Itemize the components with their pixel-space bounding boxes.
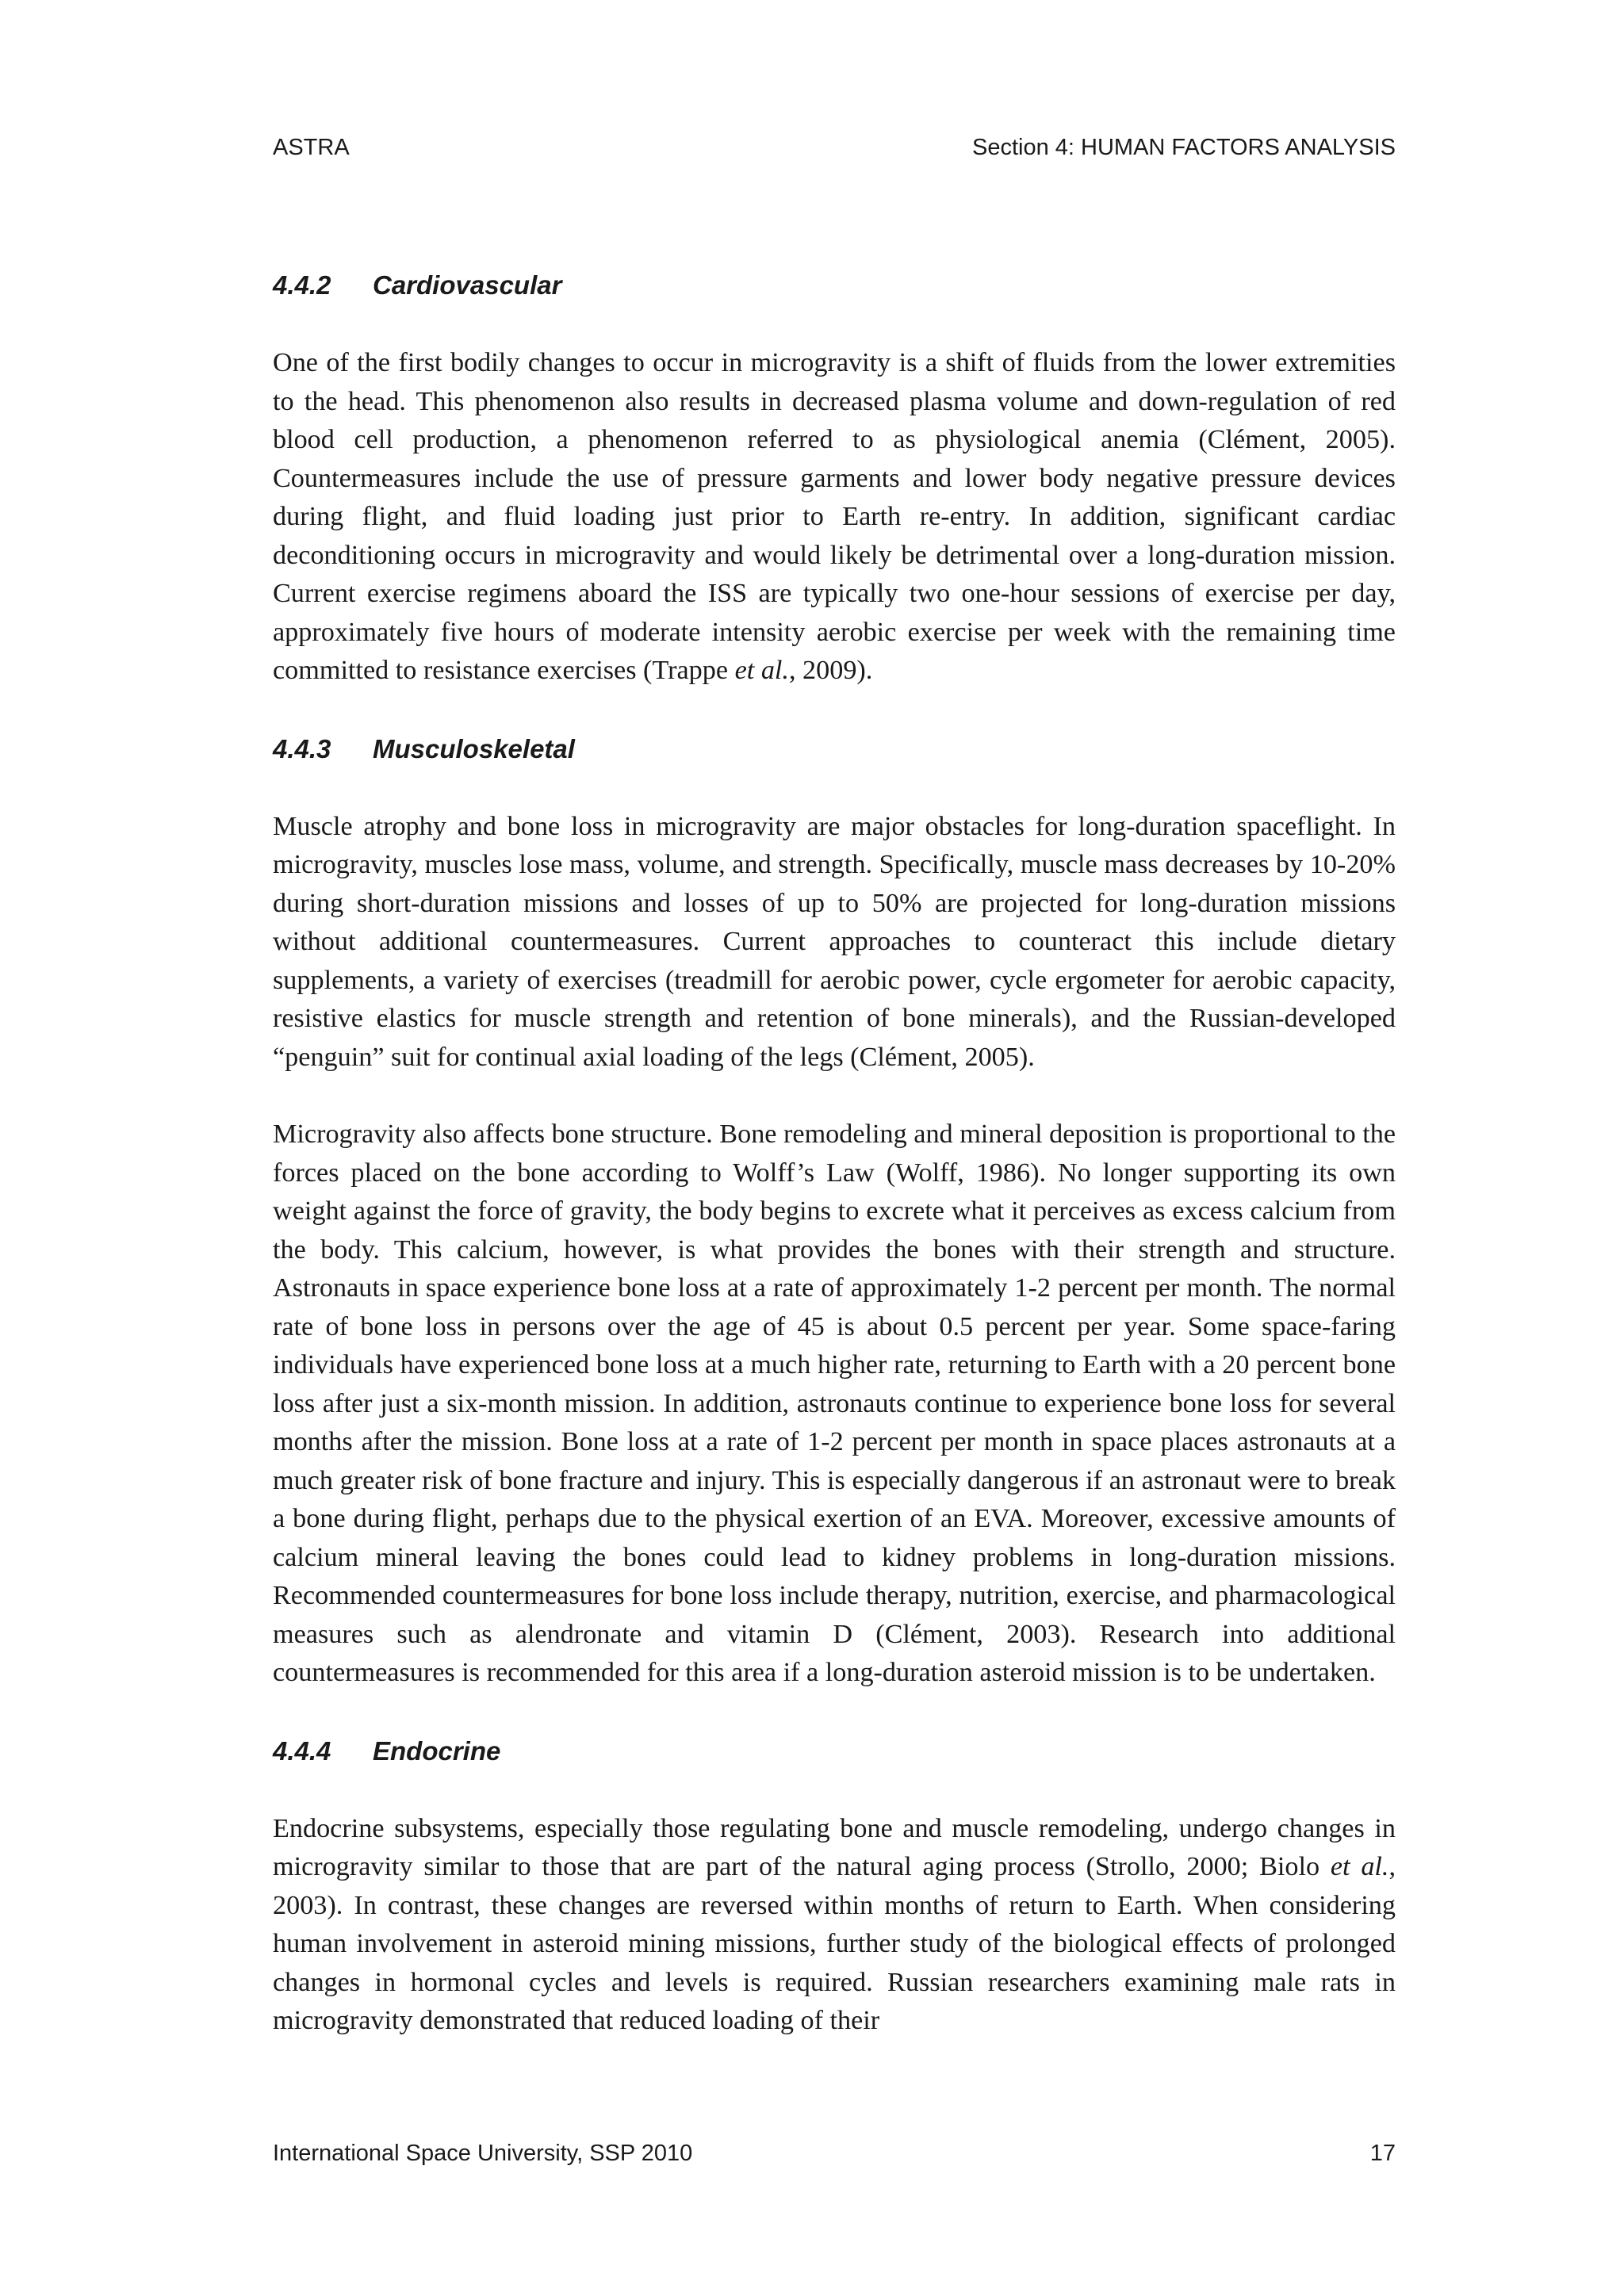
section-heading-endocrine (273, 1732, 1396, 1770)
paragraph-cardiovascular (273, 344, 1396, 691)
section-number: 4.4.4 (273, 1735, 331, 1766)
section-heading-cardiovascular (273, 266, 1396, 304)
page-content (273, 266, 1396, 2041)
paragraph-endocrine (273, 1810, 1396, 2041)
section-number: 4.4.2 (273, 270, 331, 300)
section-heading-musculoskeletal (273, 730, 1396, 768)
text-run: , 2009). (788, 656, 873, 685)
text-run: Endocrine subsystems, especially those regulating bone and muscle remodeling, undergo changes in microgravity similar to those that are part of the natural aging process (Strollo, 2000; Biolo (273, 1813, 1396, 1881)
footer-institution: International Space University, SSP 2010 (273, 2141, 693, 2166)
paragraph-bone-structure: Microgravity also affects bone structure. Bone remodeling and mineral deposition is proportional to the forces placed on the bone according to Wolff’s Law (Wolff, 1986). No longer supporting its own weight against the force of gravity, the body begins to excrete what it perceives as excess calcium from the body. This calcium, however, is what provides the bones with their strength and structure. Astronauts in space experience bone loss at a rate of approximately 1-2 percent per month. The normal rate of bone loss in persons over the age of 45 is about 0.5 percent per year. Some space-faring individuals have experienced bone loss at a much higher rate, returning to Earth with a 20 percent bone loss after just a six-month mission. In addition, astronauts continue to experience bone loss for several months after the mission. Bone loss at a rate of 1-2 percent per month in space places astronauts at a much greater risk of bone fracture and injury. This is especially dangerous if an astronaut were to break a bone during flight, perhaps due to the physical exertion of an EVA. Moreover, excessive amounts of calcium mineral leaving the bones could lead to kidney problems in long-duration missions. Recommended countermeasures for bone loss include therapy, nutrition, exercise, and pharmacological measures such as alendronate and vitamin D (Clément, 2003). Research into additional countermeasures is recommended for this area if a long-duration asteroid mission is to be undertaken. (273, 1119, 1396, 1687)
section-title: Cardiovascular (373, 270, 562, 300)
text-run: , 2003). In contrast, these changes are reversed within months of return to Earth. When considering human involvement in asteroid mining missions, further study of the biological effects of prolonged changes in hormonal cycles and levels is required. Russian researchers examining male rats in microgravity demonstrated that reduced loading of their (273, 1852, 1396, 2035)
running-footer (273, 2141, 1396, 2167)
paragraph-muscle-atrophy: Muscle atrophy and bone loss in microgravity are major obstacles for long-duration spaceflight. In microgravity, muscles lose mass, volume, and strength. Specifically, muscle mass decreases by 10-20% during short-duration missions and losses of up to 50% are projected for long-duration missions without additional countermeasures. Current approaches to counteract this include dietary supplements, a variety of exercises (treadmill for aerobic power, cycle ergometer for aerobic capacity, resistive elastics for muscle strength and retention of bone minerals), and the Russian-developed “penguin” suit for continual axial loading of the legs (Clément, 2005). (273, 811, 1396, 1072)
section-number: 4.4.3 (273, 733, 331, 763)
citation-et-al: et al. (1330, 1852, 1389, 1881)
header-section: Section 4: HUMAN FACTORS ANALYSIS (972, 135, 1396, 160)
page-number: 17 (1369, 2141, 1396, 2166)
header-title: ASTRA (273, 135, 350, 160)
running-header (273, 135, 1396, 161)
text-run: One of the first bodily changes to occur in microgravity is a shift of fluids from the lower extremities to the head. This phenomenon also results in decreased plasma volume and down-regulation of red blood cell production, a phenomenon referred to as physiological anemia (Clément, 2005). Countermeasures include the use of pressure garments and lower body negative pressure devices during flight, and fluid loading just prior to Earth re-entry. In addition, significant cardiac deconditioning occurs in microgravity and would likely be detrimental over a long-duration mission. Current exercise regimens aboard the ISS are typically two one-hour sessions of exercise per day, approximately five hours of moderate intensity aerobic exercise per week with the remaining time committed to resistance exercises (Trappe (273, 348, 1396, 685)
section-title: Musculoskeletal (373, 733, 575, 763)
section-title: Endocrine (373, 1735, 501, 1766)
citation-et-al: et al. (734, 656, 789, 685)
